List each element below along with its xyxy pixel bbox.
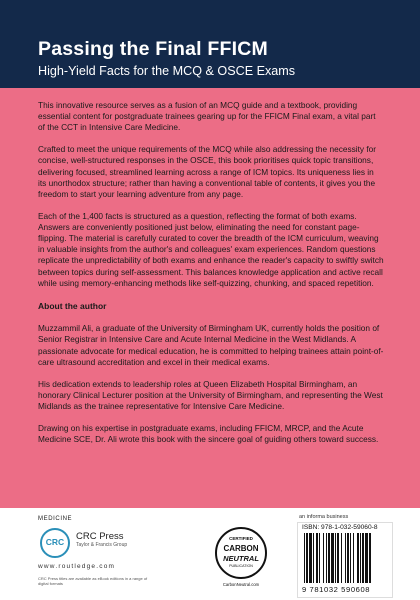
book-subtitle: High-Yield Facts for the MCQ & OSCE Exams <box>38 64 296 78</box>
blurb <box>38 100 384 456</box>
blurb-paragraph: Crafted to meet the unique requirements of the MCQ while also addressing the necessity for concise, well-structured responses in the OSCE, this book prioritises quick topic transitions, delivering focused, streamlined learning across a range of ICM topics. Its uniqueness lies in its unorthodox structure; rather than having a conventional table of contents, it gives you the freedom to start your learning adventure from any page. <box>38 144 377 199</box>
carbon-neutral-site: CarbonNeutral.com <box>222 582 260 587</box>
blurb-paragraph: This innovative resource serves as a fusion of an MCQ guide and a textbook, providing essential content for postgraduate trainees gearing up for the FFICM Final exam, a vital part of the CCT in Intensive Care Medicine. <box>38 100 376 133</box>
about-paragraph: His dedication extends to leadership roles at Queen Elizabeth Hospital Birmingham, an honorary Clinical Lecturer position at the University of Birmingham, and representing the West Midlands as the trainee representative for Intensive Care Medicine. <box>38 378 383 411</box>
category-label: MEDICINE <box>38 516 73 522</box>
publisher-website: www.routledge.com <box>38 563 116 570</box>
badge-certified-text: CERTIFIED <box>229 536 253 541</box>
blurb-paragraph: Each of the 1,400 facts is structured as a question, reflecting the format of both exams. Answers are conveniently positioned just below, eliminating the need for constant page-flipping. The material is carefully curated to cover the breadth of the ICM curriculum, weaving in valuable insights from the author's and colleagues' exam experiences. Random questions replicate the unpredictability of both exams and enhance the reader's capacity to swiftly switch between topics during self-assessment. This balances knowledge application and active recall while using memory-enhancing methods like self-quizzing, chunking, and spaced repetition. <box>38 210 384 288</box>
cover-header <box>0 0 420 88</box>
badge-carbon-text: CARBON <box>223 544 259 553</box>
crc-press-logo-icon: CRC <box>40 528 70 558</box>
book-title: Passing the Final FFICM <box>38 38 268 60</box>
about-paragraph: Drawing on his expertise in postgraduate exams, including FFICM, MRCP, and the Acute Medicine SCE, Dr. Ali wrote this book with the sincere goal of guiding others toward success. <box>38 422 379 444</box>
informa-tagline: an informa business <box>299 514 349 520</box>
barcode-number: 9 781032 590608 <box>302 585 371 594</box>
barcode-icon <box>302 533 390 585</box>
publisher-name: CRC Press <box>76 531 124 542</box>
carbon-neutral-badge-icon <box>215 527 267 579</box>
ebook-note: CRC Press titles are available as eBook editions in a range of digital formats <box>38 576 148 586</box>
cover-footer <box>0 508 420 600</box>
badge-publication-text: PUBLICATION <box>229 564 253 568</box>
badge-neutral-text: NEUTRAL <box>223 554 259 563</box>
isbn-text: ISBN: 978-1-032-59060-8 <box>302 524 378 531</box>
about-paragraph: Muzzammil Ali, a graduate of the University of Birmingham UK, currently holds the position of Senior Registrar in Intensive Care and Acute Internal Medicine in the West Midlands. A passionate advocate for medical education, he is committed to helping trainees attain point-of-care ultrasound accreditation and excel in their medical exams. <box>38 323 384 367</box>
barcode-block <box>297 522 393 598</box>
about-heading: About the author <box>38 301 107 312</box>
publisher-group: Taylor & Francis Group <box>76 542 128 548</box>
